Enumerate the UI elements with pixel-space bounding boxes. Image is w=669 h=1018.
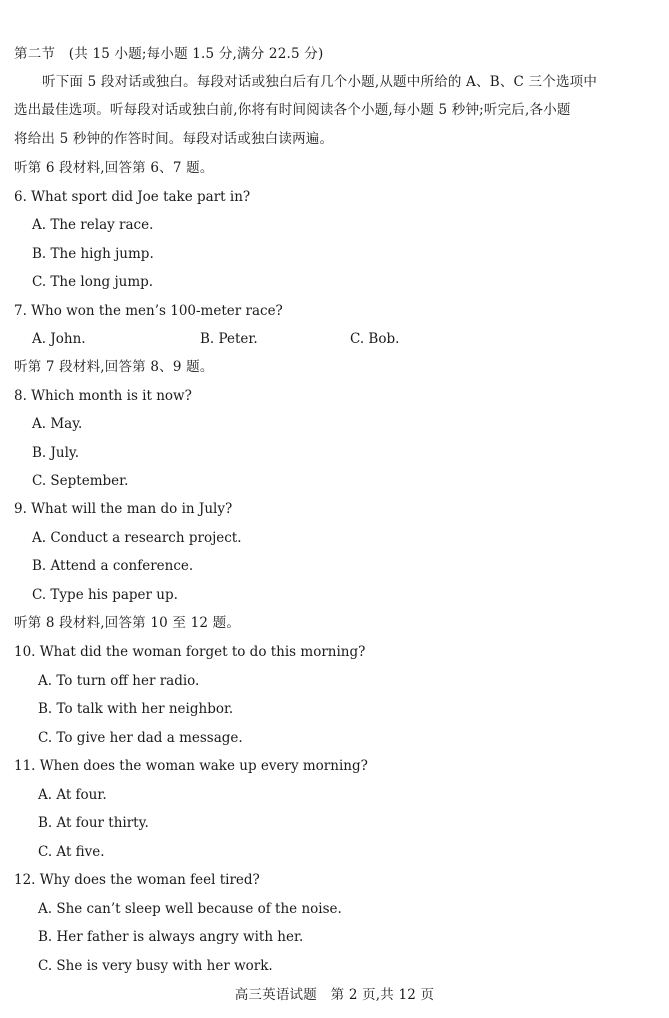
question-6-option-c: C. The long jump. [32, 274, 154, 290]
question-8-option-a: A. May. [32, 416, 83, 432]
question-stem-11: 11. When does the woman wake up every morning? [14, 758, 368, 774]
question-12-option-c: C. She is very busy with her work. [38, 958, 273, 974]
question-stem-12: 12. Why does the woman feel tired? [14, 872, 260, 888]
question-12-option-a: A. She can’t sleep well because of the noise. [38, 901, 342, 917]
question-8-option-c: C. September. [32, 473, 129, 489]
question-stem-9: 9. What will the man do in July? [14, 501, 233, 517]
question-6-option-a: A. The relay race. [32, 217, 154, 233]
question-11-option-b: B. At four thirty. [38, 815, 149, 831]
instructions-line-1: 听下面 5 段对话或独白。每段对话或独白后有几个小题,从题中所给的 A、B、C 三个选项中 [42, 74, 598, 90]
question-9-option-a: A. Conduct a research project. [32, 530, 242, 546]
question-11-option-a: A. At four. [38, 787, 107, 803]
group-label-8: 听第 8 段材料,回答第 10 至 12 题。 [14, 615, 241, 631]
question-stem-6: 6. What sport did Joe take part in? [14, 189, 251, 205]
question-10-option-a: A. To turn off her radio. [38, 673, 200, 689]
question-8-option-b: B. July. [32, 445, 80, 461]
question-stem-8: 8. Which month is it now? [14, 388, 192, 404]
question-7-option-c: C. Bob. [350, 331, 400, 347]
group-label-6: 听第 6 段材料,回答第 6、7 题。 [14, 160, 214, 176]
question-9-option-c: C. Type his paper up. [32, 587, 178, 603]
section-heading: 第二节 (共 15 小题;每小题 1.5 分,满分 22.5 分) [14, 46, 324, 62]
page-footer: 高三英语试题 第 2 页,共 12 页 [234, 987, 435, 1003]
question-7-option-a: A. John. [32, 331, 86, 347]
question-6-option-b: B. The high jump. [32, 246, 154, 262]
question-11-option-c: C. At five. [38, 844, 105, 860]
question-9-option-b: B. Attend a conference. [32, 558, 194, 574]
instructions-line-2: 选出最佳选项。听每段对话或独白前,你将有时间阅读各个小题,每小题 5 秒钟;听完后,各小题 [14, 102, 571, 118]
question-10-option-b: B. To talk with her neighbor. [38, 701, 234, 717]
instructions-line-3: 将给出 5 秒钟的作答时间。每段对话或独白读两遍。 [14, 131, 334, 147]
question-stem-10: 10. What did the woman forget to do this morning? [14, 644, 366, 660]
question-stem-7: 7. Who won the men’s 100-meter race? [14, 303, 283, 319]
question-12-option-b: B. Her father is always angry with her. [38, 929, 304, 945]
question-10-option-c: C. To give her dad a message. [38, 730, 243, 746]
question-7-option-b: B. Peter. [200, 331, 258, 347]
group-label-7: 听第 7 段材料,回答第 8、9 题。 [14, 359, 214, 375]
